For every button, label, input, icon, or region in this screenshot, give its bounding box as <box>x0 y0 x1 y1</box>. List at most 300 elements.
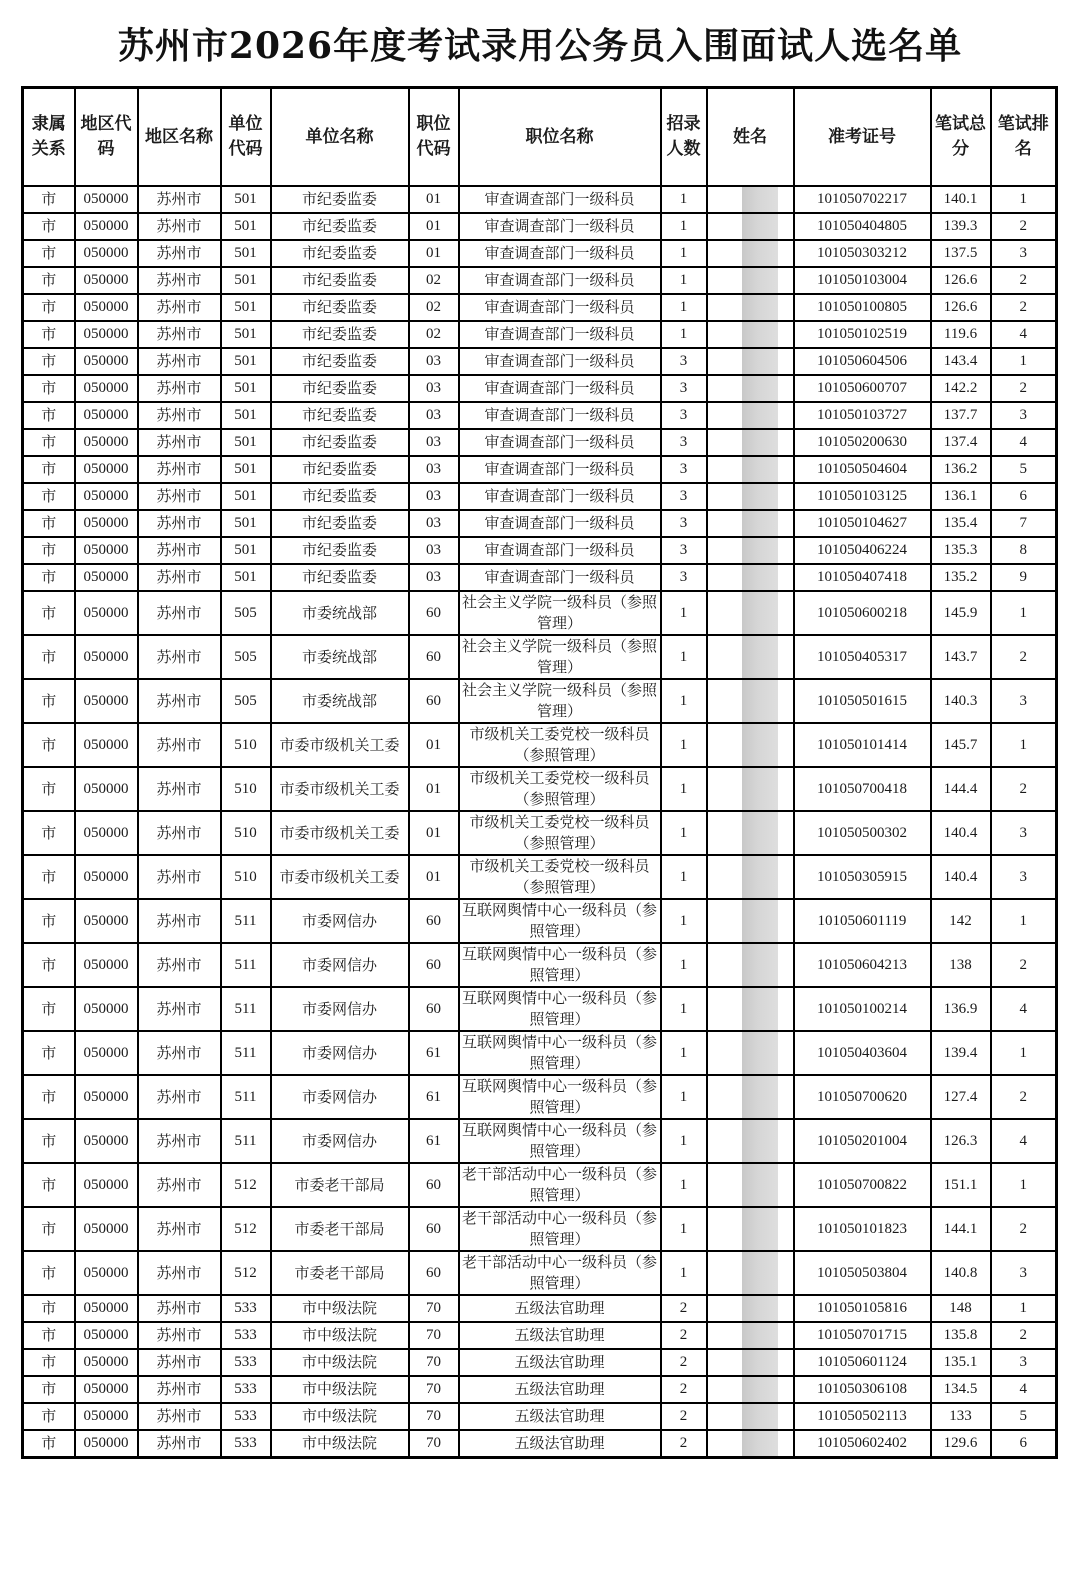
quota-cell-text: 1 <box>679 824 688 841</box>
exam-id-cell <box>794 564 931 591</box>
rank-cell <box>991 456 1057 483</box>
score-cell <box>931 1376 991 1403</box>
region-name-cell-text: 苏州市 <box>156 190 202 208</box>
quota-cell <box>661 943 707 987</box>
table-row <box>23 1376 1057 1403</box>
affiliation-cell <box>23 456 75 483</box>
region-code-cell-text: 050000 <box>83 272 129 288</box>
region-code-cell <box>75 186 138 213</box>
region-name-cell <box>138 723 221 767</box>
region-code-cell-text: 050000 <box>83 191 129 207</box>
redaction-blur <box>742 1163 778 1207</box>
exam-id-cell-text: 101050406224 <box>817 542 907 558</box>
unit-name-cell <box>271 855 409 899</box>
header-affiliation: 隶属关系 <box>23 88 75 187</box>
region-name-cell <box>138 564 221 591</box>
affiliation-cell-text: 市 <box>41 541 57 559</box>
name-cell <box>707 1376 794 1403</box>
rank-cell-text: 5 <box>1019 1408 1027 1424</box>
unit-name-cell-text: 市委统战部 <box>301 691 377 710</box>
unit-name-cell <box>271 240 409 267</box>
region-code-cell <box>75 1376 138 1403</box>
quota-cell <box>661 679 707 723</box>
region-name-cell-text: 苏州市 <box>156 647 202 666</box>
table-row <box>23 723 1057 767</box>
region-code-cell <box>75 483 138 510</box>
position-name-cell-text: 五级法官助理 <box>514 1434 605 1452</box>
table-row <box>23 510 1057 537</box>
quota-cell <box>661 348 707 375</box>
position-name-cell-text: 审查调查部门一级科员 <box>484 244 635 262</box>
region-code-cell-text: 050000 <box>83 736 129 753</box>
unit-name-cell <box>271 899 409 943</box>
unit-code-cell-text: 511 <box>234 956 257 973</box>
unit-name-cell-text: 市委市级机关工委 <box>279 735 400 754</box>
name-cell <box>707 294 794 321</box>
affiliation-cell-text: 市 <box>41 298 57 316</box>
position-name-cell-text: 审查调查部门一级科员 <box>484 568 635 586</box>
affiliation-cell <box>23 240 75 267</box>
unit-name-cell-text: 市委网信办 <box>301 1131 377 1150</box>
unit-name-cell-text: 市纪委监委 <box>301 541 377 559</box>
position-name-cell-text: 市级机关工委党校一级科员（参照管理） <box>469 769 650 808</box>
table-row <box>23 1251 1057 1295</box>
region-code-cell-text: 050000 <box>83 912 129 929</box>
region-code-cell-text: 050000 <box>83 956 129 973</box>
header-name: 姓名 <box>707 88 794 187</box>
affiliation-cell-text: 市 <box>41 999 57 1018</box>
rank-cell-text: 6 <box>1019 488 1027 504</box>
position-code-cell <box>409 267 459 294</box>
quota-cell-text: 1 <box>679 692 688 709</box>
position-name-cell <box>459 811 661 855</box>
region-name-cell <box>138 679 221 723</box>
unit-code-cell <box>221 1349 271 1376</box>
rank-cell <box>991 483 1057 510</box>
redaction-blur <box>742 855 778 899</box>
rank-cell-text: 3 <box>1019 868 1027 885</box>
exam-id-cell-text: 101050700418 <box>817 780 907 797</box>
quota-cell <box>661 811 707 855</box>
region-name-cell <box>138 1430 221 1458</box>
unit-code-cell <box>221 723 271 767</box>
unit-code-cell-text: 501 <box>234 461 257 477</box>
region-code-cell <box>75 240 138 267</box>
rank-cell <box>991 267 1057 294</box>
exam-id-cell <box>794 1322 931 1349</box>
score-cell-text: 136.9 <box>943 1000 978 1017</box>
region-code-cell-text: 050000 <box>83 1220 129 1237</box>
affiliation-cell-text: 市 <box>41 406 57 424</box>
position-name-cell <box>459 723 661 767</box>
exam-id-cell-text: 101050600707 <box>817 380 907 396</box>
unit-code-cell-text: 533 <box>234 1354 257 1370</box>
exam-id-cell <box>794 811 931 855</box>
position-name-cell-text: 老干部活动中心一级科员（参照管理） <box>461 1165 657 1204</box>
score-cell <box>931 855 991 899</box>
score-cell <box>931 483 991 510</box>
unit-name-cell-text: 市委统战部 <box>301 603 377 622</box>
affiliation-cell <box>23 1376 75 1403</box>
position-name-cell <box>459 213 661 240</box>
region-code-cell <box>75 723 138 767</box>
unit-name-cell-text: 市纪委监委 <box>301 352 377 370</box>
unit-code-cell-text: 501 <box>234 272 257 288</box>
exam-id-cell <box>794 537 931 564</box>
position-name-cell <box>459 510 661 537</box>
unit-code-cell <box>221 429 271 456</box>
unit-code-cell-text: 510 <box>234 736 257 753</box>
score-cell-text: 138 <box>949 956 972 973</box>
unit-name-cell <box>271 483 409 510</box>
affiliation-cell-text: 市 <box>41 779 57 798</box>
name-cell <box>707 899 794 943</box>
quota-cell <box>661 1376 707 1403</box>
region-name-cell <box>138 811 221 855</box>
name-cell <box>707 510 794 537</box>
score-cell <box>931 1349 991 1376</box>
quota-cell <box>661 1322 707 1349</box>
quota-cell-text: 1 <box>679 1132 688 1149</box>
score-cell-text: 142.2 <box>943 380 978 396</box>
affiliation-cell-text: 市 <box>41 1326 57 1344</box>
region-name-cell-text: 苏州市 <box>156 955 202 974</box>
region-code-cell <box>75 321 138 348</box>
unit-name-cell-text: 市中级法院 <box>301 1353 377 1371</box>
affiliation-cell-text: 市 <box>41 1407 57 1425</box>
position-code-cell-text: 61 <box>426 1132 441 1149</box>
name-cell <box>707 635 794 679</box>
position-code-cell-text: 03 <box>426 542 441 558</box>
exam-id-cell-text: 101050102519 <box>817 326 907 342</box>
position-name-cell <box>459 1295 661 1322</box>
score-cell <box>931 987 991 1031</box>
exam-id-cell-text: 101050604213 <box>817 956 907 973</box>
quota-cell <box>661 186 707 213</box>
affiliation-cell-text: 市 <box>41 568 57 586</box>
score-cell <box>931 635 991 679</box>
position-name-cell <box>459 186 661 213</box>
rank-cell-text: 3 <box>1019 824 1027 841</box>
position-name-cell-text: 审查调查部门一级科员 <box>484 487 635 505</box>
quota-cell-text: 1 <box>679 868 688 885</box>
region-code-cell <box>75 429 138 456</box>
redaction-blur <box>742 240 778 267</box>
position-code-cell <box>409 294 459 321</box>
region-code-cell <box>75 1163 138 1207</box>
exam-id-cell <box>794 1295 931 1322</box>
redaction-blur <box>742 456 778 483</box>
unit-name-cell-text: 市纪委监委 <box>301 217 377 235</box>
score-cell <box>931 1295 991 1322</box>
name-cell <box>707 564 794 591</box>
rank-cell <box>991 348 1057 375</box>
affiliation-cell-text: 市 <box>41 823 57 842</box>
unit-code-cell <box>221 348 271 375</box>
affiliation-cell <box>23 267 75 294</box>
affiliation-cell <box>23 1349 75 1376</box>
name-cell <box>707 811 794 855</box>
unit-code-cell-text: 512 <box>234 1264 257 1281</box>
region-name-cell <box>138 483 221 510</box>
region-code-cell <box>75 767 138 811</box>
unit-name-cell-text: 市委网信办 <box>301 955 377 974</box>
score-cell <box>931 723 991 767</box>
exam-id-cell <box>794 767 931 811</box>
quota-cell-text: 1 <box>679 191 688 207</box>
quota-cell-text: 2 <box>679 1300 688 1316</box>
quota-cell-text: 2 <box>679 1327 688 1343</box>
unit-name-cell <box>271 591 409 635</box>
position-code-cell <box>409 591 459 635</box>
region-code-cell <box>75 537 138 564</box>
region-name-cell <box>138 375 221 402</box>
position-name-cell-text: 审查调查部门一级科员 <box>484 217 635 235</box>
unit-code-cell <box>221 1403 271 1430</box>
region-code-cell-text: 050000 <box>83 1132 129 1149</box>
quota-cell <box>661 1251 707 1295</box>
position-name-cell <box>459 679 661 723</box>
exam-id-cell <box>794 1403 931 1430</box>
score-cell <box>931 1075 991 1119</box>
region-code-cell <box>75 635 138 679</box>
position-name-cell <box>459 456 661 483</box>
position-name-cell <box>459 635 661 679</box>
redaction-blur <box>742 429 778 456</box>
region-name-cell-text: 苏州市 <box>156 867 202 886</box>
rank-cell <box>991 537 1057 564</box>
position-code-cell-text: 60 <box>426 604 441 621</box>
region-code-cell-text: 050000 <box>83 1000 129 1017</box>
region-name-cell-text: 苏州市 <box>156 911 202 930</box>
table-row <box>23 1430 1057 1458</box>
region-name-cell <box>138 240 221 267</box>
region-name-cell-text: 苏州市 <box>156 1263 202 1282</box>
exam-id-cell <box>794 186 931 213</box>
unit-code-cell <box>221 943 271 987</box>
position-name-cell <box>459 1376 661 1403</box>
rank-cell <box>991 767 1057 811</box>
region-name-cell-text: 苏州市 <box>156 568 202 586</box>
position-code-cell <box>409 537 459 564</box>
redaction-blur <box>742 1251 778 1295</box>
table-row <box>23 1075 1057 1119</box>
affiliation-cell <box>23 635 75 679</box>
quota-cell <box>661 899 707 943</box>
quota-cell-text: 3 <box>679 407 688 423</box>
position-name-cell-text: 审查调查部门一级科员 <box>484 352 635 370</box>
exam-id-cell <box>794 1207 931 1251</box>
quota-cell-text: 1 <box>679 604 688 621</box>
quota-cell <box>661 591 707 635</box>
unit-code-cell-text: 501 <box>234 191 257 207</box>
name-cell <box>707 1251 794 1295</box>
position-code-cell <box>409 1295 459 1322</box>
region-name-cell-text: 苏州市 <box>156 999 202 1018</box>
quota-cell <box>661 767 707 811</box>
position-code-cell <box>409 1031 459 1075</box>
unit-name-cell-text: 市中级法院 <box>301 1407 377 1425</box>
region-code-cell <box>75 267 138 294</box>
region-name-cell <box>138 1207 221 1251</box>
rank-cell <box>991 240 1057 267</box>
table-row <box>23 1163 1057 1207</box>
quota-cell-text: 1 <box>679 1088 688 1105</box>
affiliation-cell-text: 市 <box>41 1380 57 1398</box>
position-name-cell-text: 老干部活动中心一级科员（参照管理） <box>461 1209 657 1248</box>
quota-cell <box>661 294 707 321</box>
score-cell-text: 137.7 <box>943 407 978 423</box>
unit-name-cell-text: 市委统战部 <box>301 647 377 666</box>
table-row <box>23 767 1057 811</box>
region-code-cell-text: 050000 <box>83 780 129 797</box>
region-name-cell-text: 苏州市 <box>156 1353 202 1371</box>
candidate-table <box>21 86 1058 1459</box>
unit-code-cell-text: 501 <box>234 299 257 315</box>
region-name-cell-text: 苏州市 <box>156 1326 202 1344</box>
position-code-cell <box>409 240 459 267</box>
affiliation-cell <box>23 537 75 564</box>
exam-id-cell-text: 101050604506 <box>817 353 907 369</box>
unit-code-cell <box>221 1295 271 1322</box>
unit-name-cell-text: 市纪委监委 <box>301 568 377 586</box>
table-row <box>23 1403 1057 1430</box>
region-code-cell-text: 050000 <box>83 488 129 504</box>
unit-code-cell-text: 501 <box>234 218 257 234</box>
score-cell-text: 137.4 <box>943 434 978 450</box>
region-code-cell <box>75 456 138 483</box>
score-cell-text: 135.1 <box>943 1354 978 1370</box>
header-region-name: 地区名称 <box>138 88 221 187</box>
unit-name-cell <box>271 1251 409 1295</box>
position-name-cell-text: 社会主义学院一级科员（参照管理） <box>461 593 657 632</box>
rank-cell-text: 2 <box>1019 299 1027 315</box>
unit-code-cell-text: 501 <box>234 353 257 369</box>
rank-cell <box>991 1376 1057 1403</box>
exam-id-cell-text: 101050101414 <box>817 736 907 753</box>
position-code-cell-text: 03 <box>426 515 441 531</box>
unit-code-cell <box>221 294 271 321</box>
redaction-blur <box>742 348 778 375</box>
unit-name-cell <box>271 723 409 767</box>
position-name-cell <box>459 1119 661 1163</box>
region-name-cell <box>138 591 221 635</box>
redaction-blur <box>742 1075 778 1119</box>
region-name-cell-text: 苏州市 <box>156 460 202 478</box>
score-cell <box>931 294 991 321</box>
unit-code-cell-text: 501 <box>234 326 257 342</box>
position-name-cell <box>459 899 661 943</box>
name-cell <box>707 348 794 375</box>
score-cell-text: 151.1 <box>943 1176 978 1193</box>
score-cell-text: 133 <box>949 1408 972 1424</box>
quota-cell-text: 1 <box>679 299 688 315</box>
position-name-cell <box>459 375 661 402</box>
unit-name-cell-text: 市委老干部局 <box>294 1175 385 1194</box>
score-cell-text: 135.2 <box>943 569 978 585</box>
redaction-blur <box>742 537 778 564</box>
region-code-cell <box>75 987 138 1031</box>
quota-cell <box>661 240 707 267</box>
affiliation-cell <box>23 679 75 723</box>
affiliation-cell <box>23 1251 75 1295</box>
affiliation-cell <box>23 987 75 1031</box>
unit-name-cell-text: 市中级法院 <box>301 1326 377 1344</box>
table-row <box>23 402 1057 429</box>
region-name-cell <box>138 429 221 456</box>
unit-name-cell <box>271 1403 409 1430</box>
exam-id-cell-text: 101050502113 <box>817 1408 907 1424</box>
score-cell <box>931 375 991 402</box>
position-name-cell <box>459 1403 661 1430</box>
unit-name-cell <box>271 267 409 294</box>
region-name-cell <box>138 186 221 213</box>
exam-id-cell <box>794 483 931 510</box>
region-name-cell <box>138 1251 221 1295</box>
redaction-blur <box>742 943 778 987</box>
score-cell <box>931 510 991 537</box>
table-row <box>23 564 1057 591</box>
region-name-cell-text: 苏州市 <box>156 1175 202 1194</box>
redaction-blur <box>742 1430 778 1458</box>
table-row <box>23 987 1057 1031</box>
name-cell <box>707 402 794 429</box>
position-code-cell <box>409 767 459 811</box>
table-header-row <box>23 88 1057 187</box>
unit-name-cell <box>271 1031 409 1075</box>
position-code-cell <box>409 1075 459 1119</box>
quota-cell <box>661 855 707 899</box>
quota-cell-text: 3 <box>679 380 688 396</box>
unit-name-cell <box>271 811 409 855</box>
unit-code-cell-text: 533 <box>234 1300 257 1316</box>
position-code-cell <box>409 348 459 375</box>
rank-cell <box>991 1031 1057 1075</box>
unit-name-cell-text: 市纪委监委 <box>301 379 377 397</box>
position-name-cell <box>459 294 661 321</box>
redaction-blur <box>742 1207 778 1251</box>
position-name-cell <box>459 591 661 635</box>
quota-cell-text: 3 <box>679 434 688 450</box>
redaction-blur <box>742 1376 778 1403</box>
score-cell <box>931 1322 991 1349</box>
exam-id-cell <box>794 679 931 723</box>
affiliation-cell-text: 市 <box>41 190 57 208</box>
redaction-blur <box>742 213 778 240</box>
rank-cell-text: 1 <box>1019 736 1027 753</box>
score-cell-text: 126.6 <box>943 299 978 315</box>
region-code-cell-text: 050000 <box>83 326 129 342</box>
position-name-cell-text: 五级法官助理 <box>514 1326 605 1344</box>
score-cell-text: 140.1 <box>943 191 978 207</box>
rank-cell-text: 5 <box>1019 461 1027 477</box>
unit-code-cell <box>221 855 271 899</box>
rank-cell <box>991 811 1057 855</box>
unit-code-cell <box>221 375 271 402</box>
unit-name-cell <box>271 429 409 456</box>
position-code-cell-text: 02 <box>426 272 441 288</box>
rank-cell <box>991 1075 1057 1119</box>
rank-cell-text: 7 <box>1019 515 1027 531</box>
header-score: 笔试总分 <box>931 88 991 187</box>
quota-cell <box>661 1430 707 1458</box>
position-code-cell <box>409 186 459 213</box>
rank-cell <box>991 510 1057 537</box>
affiliation-cell <box>23 1163 75 1207</box>
region-code-cell <box>75 1295 138 1322</box>
region-code-cell-text: 050000 <box>83 648 129 665</box>
position-name-cell-text: 五级法官助理 <box>514 1353 605 1371</box>
